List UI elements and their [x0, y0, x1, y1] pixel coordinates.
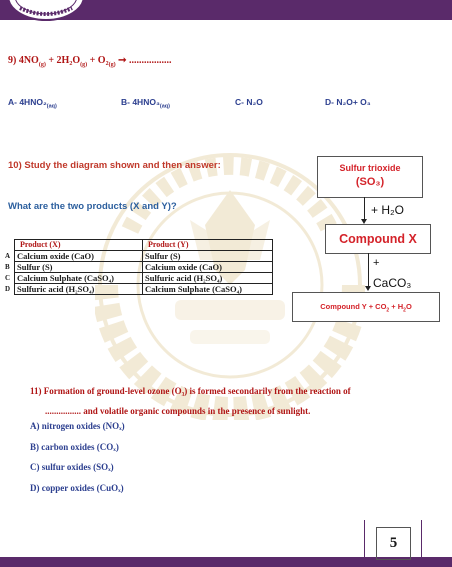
q9-option-b-state: (aq)	[159, 103, 170, 110]
q9-option-a[interactable]	[8, 97, 57, 110]
products-table-header-y: Product (Y)	[143, 240, 273, 251]
diagram-arrow-2	[368, 253, 369, 287]
q9-option-a-state: (aq)	[46, 103, 57, 110]
ministry-logo-icon	[6, 0, 86, 22]
page-number: 5	[376, 527, 411, 560]
table-row-letter: D	[4, 284, 15, 295]
table-cell-product-x: Sulfur (S)	[15, 262, 143, 273]
diagram-box-y-suffix: O	[405, 302, 412, 311]
question-9	[8, 55, 171, 68]
q9-option-a-label: A- 4HNO₂	[8, 97, 47, 107]
question-11-line-1: 11) Formation of ground-level ozone (O₃) is formed secondarily from the reaction of	[30, 386, 351, 396]
question-11	[30, 381, 430, 421]
table-row-letter: B	[4, 262, 15, 273]
diagram-reagent-caco3: CaCO₃	[373, 276, 412, 290]
table-row-letter: A	[4, 251, 15, 262]
diagram-reagent-water: + H₂O	[371, 203, 404, 217]
table-cell-product-x: Calcium Sulphate (CaSO₄)	[15, 273, 143, 284]
q9-option-c-label: C- N₂O	[235, 97, 263, 107]
q9-state-1: (g)	[38, 62, 46, 68]
q11-choice-a[interactable]: A) nitrogen oxides (NOₓ)	[30, 421, 125, 431]
q9-text-3: + O₂	[87, 55, 109, 66]
q11-choice-b[interactable]: B) carbon oxides (COₓ)	[30, 442, 119, 452]
question-11-blank: ................	[45, 406, 81, 416]
products-table	[4, 239, 273, 295]
page-number-bracket-left	[364, 520, 365, 560]
q9-text-4: ➞ .................	[115, 55, 172, 66]
table-cell-product-x: Calcium oxide (CaO)	[15, 251, 143, 262]
q9-option-b[interactable]	[121, 97, 170, 110]
table-cell-product-y: Calcium oxide (CaO)	[143, 262, 273, 273]
products-table-corner	[4, 240, 15, 251]
table-row[interactable]	[4, 262, 273, 273]
diagram-box-y-prefix: Compound Y + CO	[320, 302, 387, 311]
q9-state-2: (g)	[80, 62, 88, 68]
diagram-box-sulfur-trioxide	[317, 156, 423, 198]
table-cell-product-y: Calcium Sulphate (CaSO₄)	[143, 284, 273, 295]
table-cell-product-y: Sulfur (S)	[143, 251, 273, 262]
q9-text-2: + 2H₂O	[45, 55, 81, 66]
diagram-box-sulfur-trioxide-name: Sulfur trioxide	[339, 163, 401, 173]
diagram-box-compound-x: Compound X	[325, 224, 431, 254]
products-table-header-row	[4, 240, 273, 251]
diagram-box-sulfur-trioxide-formula: (SO₃)	[355, 176, 385, 188]
q9-option-d[interactable]	[325, 97, 371, 110]
q9-option-d-label: D- N₂O+ O₃	[325, 97, 371, 107]
q11-choice-d[interactable]: D) copper oxides (CuOₓ)	[30, 483, 124, 493]
question-10-prompt: What are the two products (X and Y)?	[8, 201, 177, 212]
page-number-bracket-right	[421, 520, 422, 560]
diagram-arrow-1	[364, 197, 365, 220]
table-row[interactable]	[4, 284, 273, 295]
diagram-reagent-plus: +	[373, 257, 380, 269]
q9-option-c[interactable]	[235, 97, 263, 110]
q9-state-3: (g)	[108, 62, 116, 68]
diagram-box-y-sub-2: 2	[403, 307, 406, 314]
table-cell-product-x: Sulfuric acid (H₂SO₄)	[15, 284, 143, 295]
diagram-arrowhead-2-icon	[365, 286, 371, 291]
diagram-box-y-sub-1: 2	[386, 307, 390, 314]
diagram-box-y-mid: + H	[389, 302, 404, 311]
question-11-line-2: and volatile organic compounds in the presence of sunlight.	[81, 406, 311, 416]
diagram-box-compound-y	[292, 292, 440, 322]
table-row[interactable]	[4, 273, 273, 284]
products-table-header-x: Product (X)	[15, 240, 143, 251]
q9-text-1: 9) 4NO	[8, 55, 39, 66]
question-10-title: 10) Study the diagram shown and then answer:	[8, 160, 221, 171]
table-row[interactable]	[4, 251, 273, 262]
q11-choice-c[interactable]: C) sulfur oxides (SOₓ)	[30, 462, 114, 472]
table-row-letter: C	[4, 273, 15, 284]
table-cell-product-y: Sulfuric acid (H₂SO₄)	[143, 273, 273, 284]
q9-option-b-label: B- 4HNO₃	[121, 97, 160, 107]
